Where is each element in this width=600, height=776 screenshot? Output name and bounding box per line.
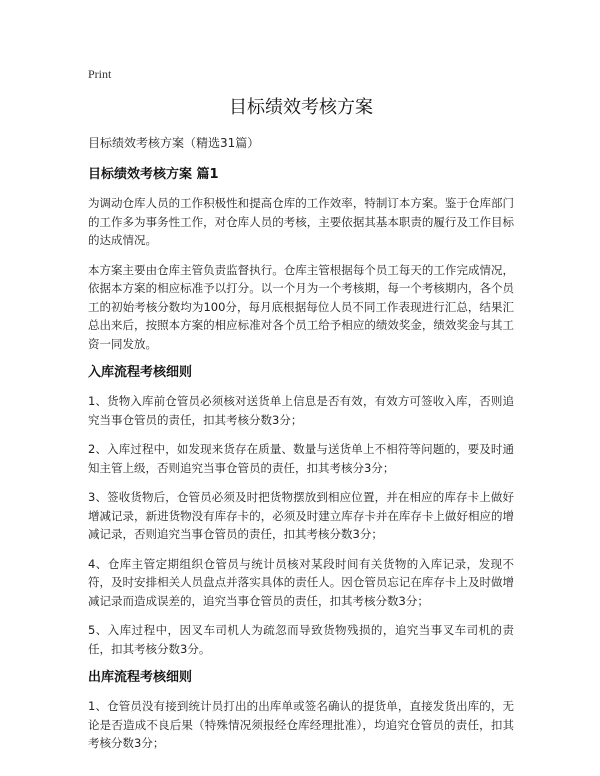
section-heading-inbound: 入库流程考核细则 bbox=[88, 365, 193, 380]
paragraph: 4、仓库主管定期组织仓管员与统计员核对某段时间有关货物的入库记录，发现不符，及时安排相关人员盘点并落实具体的责任人。因仓管员忘记在库存卡上及时做增减记录而造成误差的，追究当事仓管员的责任，扣其考核分数3分； bbox=[88, 556, 514, 608]
document-title: 目标绩效考核方案 bbox=[229, 97, 373, 118]
paragraph: 3、签收货物后，仓管员必须及时把货物摆放到相应位置，并在相应的库存卡上做好增减记录，新进货物没有库存卡的，必须及时建立库存卡并在库存卡上做好相应的增减记录，否则追究当事仓管员的责任，扣其考核分数3分； bbox=[88, 490, 514, 541]
paragraph: 本方案主要由仓库主管负责监督执行。仓库主管根据每个员工每天的工作完成情况，依据本方案的相应标准予以打分。以一个月为一个考核期，每一个考核期内，各个员工的初始考核分数均为100分，每月底根据每位人员不同工作表现进行汇总，结果汇总出来后，按照本方案的相应标准对各个员工给予相应的绩效奖金，绩效奖金与其工资一同发放。 bbox=[88, 262, 514, 351]
section-heading-1: 目标绩效考核方案 篇1 bbox=[88, 167, 219, 182]
print-label[interactable]: Print bbox=[88, 67, 112, 81]
section-heading-outbound: 出库流程考核细则 bbox=[88, 670, 193, 685]
paragraph: 1、货物入库前仓管员必须核对送货单上信息是否有效，有效方可签收入库，否则追究当事仓管员的责任，扣其考核分数3分； bbox=[88, 394, 514, 427]
document-subtitle: 目标绩效考核方案（精选31篇） bbox=[88, 136, 260, 150]
paragraph: 5、入库过程中，因叉车司机人为疏忽而导致货物残损的，追究当事叉车司机的责任，扣其考核分数3分。 bbox=[88, 623, 514, 656]
paragraph: 为调动仓库人员的工作积极性和提高仓库的工作效率，特制订本方案。鉴于仓库部门的工作多为事务性工作，对仓库人员的考核，主要依据其基本职责的履行及工作目标的达成情况。 bbox=[88, 196, 514, 247]
paragraph: 2、入库过程中，如发现来货存在质量、数量与送货单上不相符等问题的，要及时通知主管上级，否则追究当事仓管员的责任，扣其考核分3分； bbox=[88, 442, 514, 475]
paragraph: 1、仓管员没有接到统计员打出的出库单或签名确认的提货单，直接发货出库的，无论是否造成不良后果（特殊情况须报经仓库经理批准），均追究仓管员的责任，扣其考核分数3分； bbox=[88, 699, 514, 750]
